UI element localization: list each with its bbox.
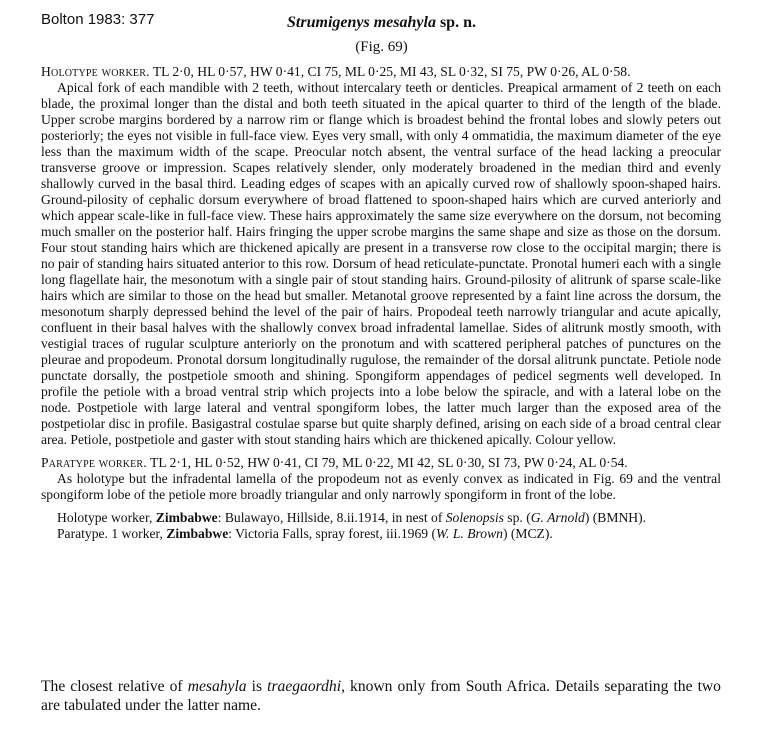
paratype-measurements-para: [41, 455, 721, 471]
species-status: sp. n.: [435, 14, 476, 31]
spacer: [41, 503, 721, 510]
species-name: Strumigenys mesahyla: [287, 14, 436, 31]
paratype-label: Paratype worker.: [41, 455, 147, 470]
description-body: [41, 64, 721, 542]
holotype-material: [41, 510, 721, 526]
paratype-locality: : Victoria Falls, spray forest, iii.1969 (: [228, 526, 436, 541]
holotype-collector: G. Arnold: [530, 510, 585, 525]
paratype-material-prefix: Paratype. 1 worker,: [57, 526, 167, 541]
figure-reference: (Fig. 69): [355, 39, 408, 55]
holotype-depository: ) (BMNH).: [584, 510, 647, 525]
closing-part3: , known only from South Africa. Details separating the two are tabulated under the latter name.: [41, 678, 721, 714]
paratype-collector: W. L. Brown: [435, 526, 503, 541]
closing-remark: [41, 677, 721, 715]
closing-relative: traegaordhi: [267, 678, 342, 695]
holotype-measurements-para: [41, 64, 721, 80]
paratype-material: [41, 526, 721, 542]
closing-part1: The closest relative of: [41, 678, 188, 695]
closing-part2: is: [246, 678, 268, 695]
spacer: [41, 448, 721, 455]
host-suffix: sp. (: [503, 510, 531, 525]
paratype-description: As holotype but the infradental lamella of the propodeum not as evenly convex as indicated in Fig. 69 and the ventral spongiform lobe of the petiole more broadly triangular and only narrowly spongiform in front of the lobe.: [41, 471, 721, 502]
holotype-label: Holotype worker.: [41, 64, 150, 79]
source-citation: Bolton 1983: 377: [41, 11, 155, 28]
paratype-depository: ) (MCZ).: [502, 526, 553, 541]
holotype-material-prefix: Holotype worker,: [57, 510, 156, 525]
species-title: [0, 14, 763, 32]
closing-species: mesahyla: [187, 678, 247, 695]
paratype-measurements: TL 2·1, HL 0·52, HW 0·41, CI 79, ML 0·22, MI 42, SL 0·30, SI 73, PW 0·24, AL 0·54.: [146, 455, 628, 470]
host-genus: Solenopsis: [445, 510, 504, 525]
holotype-locality: : Bulawayo, Hillside, 8.ii.1914, in nest of: [217, 510, 446, 525]
holotype-description: Apical fork of each mandible with 2 teeth, without intercalary teeth or denticles. Preapical armament of 2 teeth on each blade, the proximal longer than the distal and both teeth situated in the apical quarter to third of the length of the blade. Upper scrobe margins bordered by a narrow rim or flange which is broadest behind the frontal lobes and slowly peters out posteriorly; the eyes not visible in full-face view. Eyes very small, with only 4 ommatidia, the maximum diameter of the eye less than the maximum width of the scape. Preocular notch absent, the ventral surface of the head lacking a preocular transverse groove or impression. Scapes relatively slender, only moderately broadened in the median third and evenly shallowly curved in the basal third. Leading edges of scapes with an apically curved row of shallowly spoon-shaped hairs. Ground-pilosity of cephalic dorsum everywhere of broad flattened to spoon-shaped hairs which are curved anteriorly and which appear scale-like in full-face view. These hairs approximately the same size everywhere on the dorsum, not becoming much smaller on the posterior half. Hairs fringing the upper scrobe margins the same shape and size as those on the dorsum. Four stout standing hairs which are thickened apically are present in a transverse row close to the occipital margin; there is no pair of standing hairs situated anterior to this row. Dorsum of head reticulate-punctate. Pronotal humeri each with a single long flagellate hair, the mesonotum with a single pair of stout standing hairs. Ground-pilosity of alitrunk of sparse scale-like hairs which are similar to those on the head but smaller. Metanotal groove represented by a faint line across the dorsum, the mesonotum sharply depressed behind the level of the pair of hairs. Propodeal teeth narrowly triangular and acute apically, confluent in their basal halves with the shallowly convex broad infradental lamellae. Sides of alitrunk mostly smooth, with vestigial traces of rugular sculpture anteriorly on the pronotum and with scattered peripheral patches of punctures on the pleurae and propodeum. Pronotal dorsum longitudinally rugulose, the remainder of the dorsal alitrunk punctate. Petiole node punctate dorsally, the postpetiole smooth and shining. Spongiform appendages of pedicel segments well developed. In profile the petiole with a broad ventral strip which projects into a lobe below the spiracle, and with a lateral lobe on the node. Postpetiole with large lateral and ventral spongiform lobes, the latter much larger than the exposed area of the postpetiolar disc in profile. Basigastral costulae sparse but quite sharply defined, arising on each side of a broad central clear area. Petiole, postpetiole and gaster with stout standing hairs which are thickened apically. Colour yellow.: [41, 80, 721, 447]
holotype-country: Zimbabwe: [155, 510, 218, 525]
holotype-measurements: TL 2·0, HL 0·57, HW 0·41, CI 75, ML 0·25, MI 43, SL 0·32, SI 75, PW 0·26, AL 0·58.: [149, 64, 631, 79]
paratype-country: Zimbabwe: [166, 526, 229, 541]
